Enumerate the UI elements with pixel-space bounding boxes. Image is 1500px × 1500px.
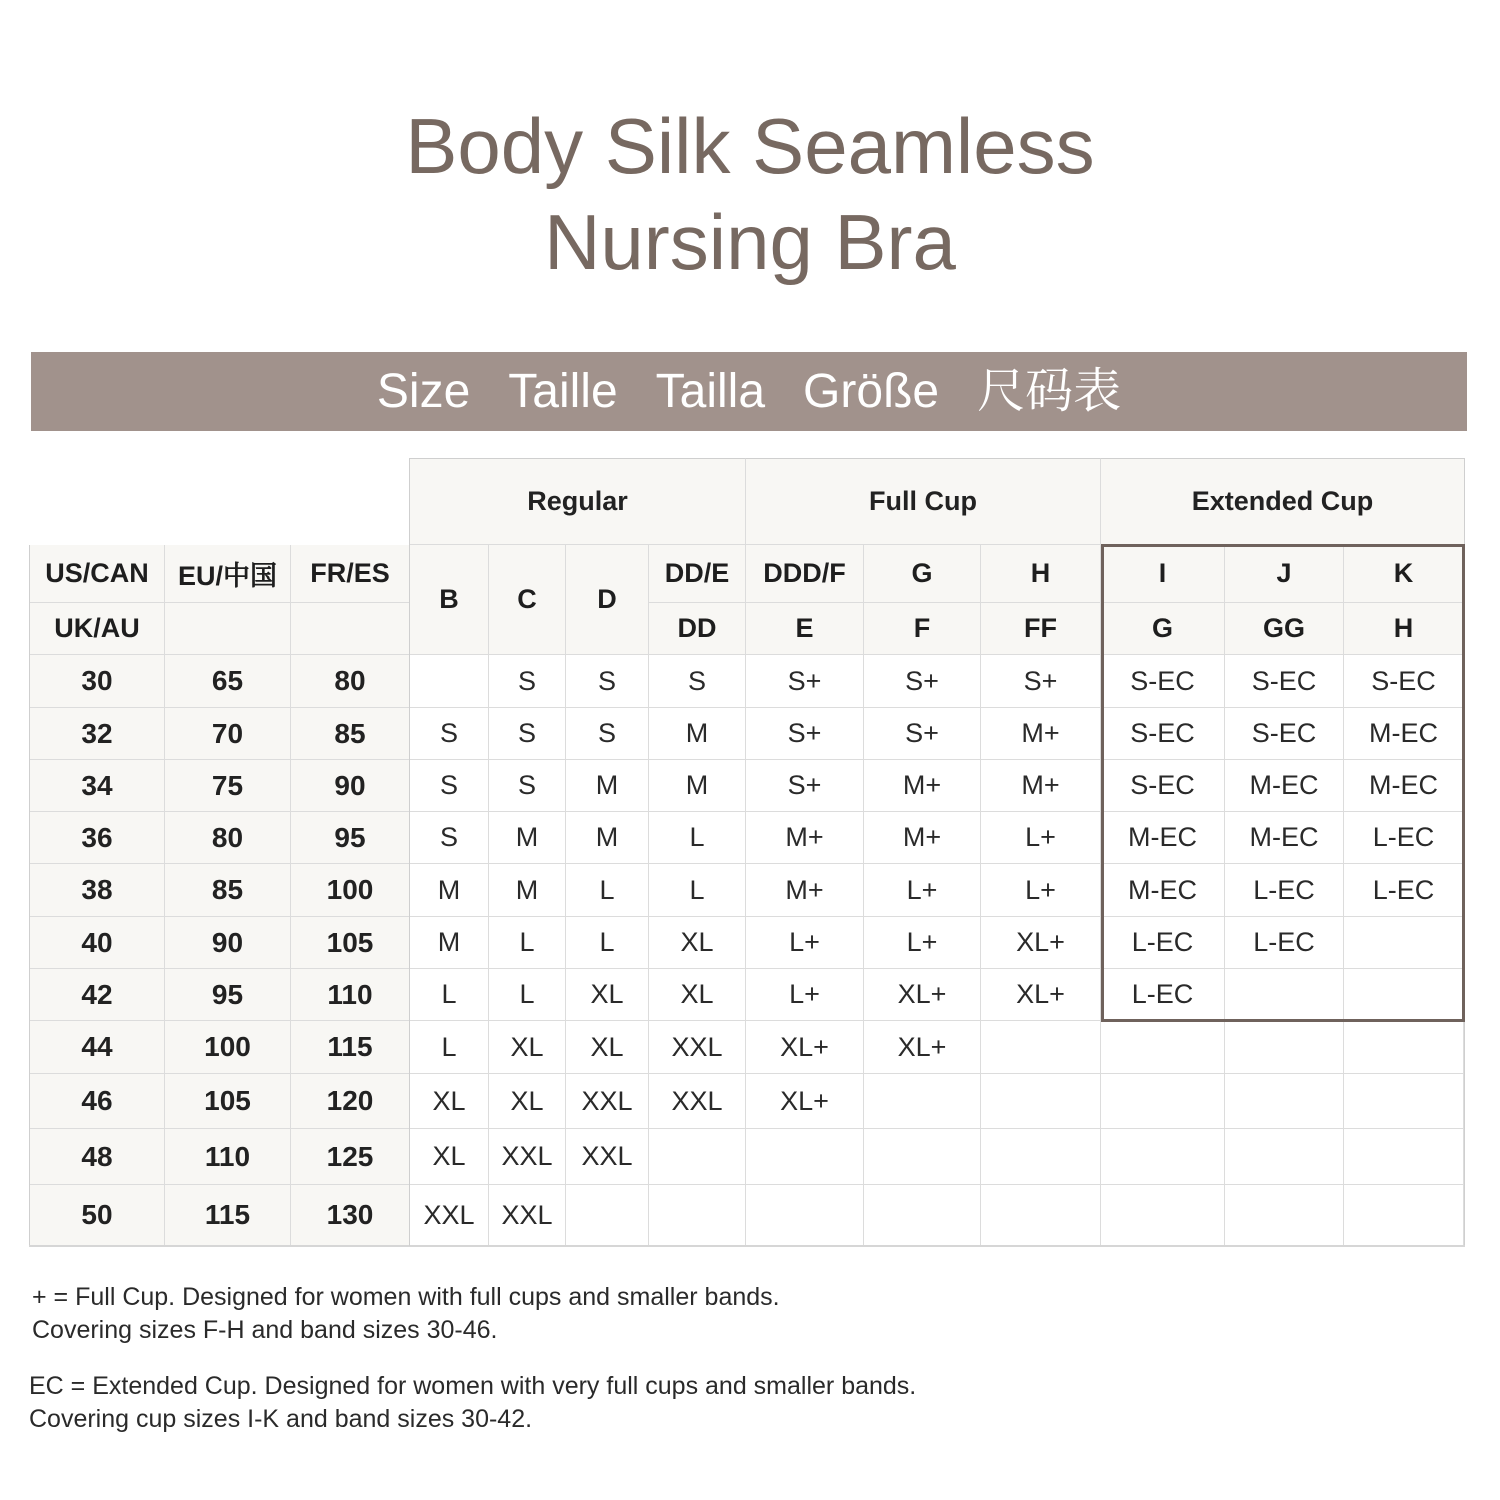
size-cell — [1225, 1074, 1344, 1129]
size-cell: M+ — [981, 760, 1101, 812]
size-cell — [1101, 1185, 1225, 1246]
size-cell — [1101, 1074, 1225, 1129]
size-cell: M+ — [746, 812, 864, 864]
cup-header-0: B — [410, 545, 489, 655]
size-cell: S — [410, 760, 489, 812]
size-cell — [1344, 917, 1464, 969]
size-cell: S — [566, 708, 649, 760]
size-cell: L — [410, 1021, 489, 1074]
band-fr-4: 100 — [291, 864, 410, 917]
cup-header-uk-6: FF — [981, 603, 1101, 655]
size-cell: M-EC — [1101, 864, 1225, 917]
size-cell: L-EC — [1344, 812, 1464, 864]
size-cell: M-EC — [1344, 760, 1464, 812]
size-cell: L+ — [746, 917, 864, 969]
cup-header-uk-4: E — [746, 603, 864, 655]
size-cell: L+ — [981, 812, 1101, 864]
cup-header-1: C — [489, 545, 566, 655]
size-cell: S+ — [864, 708, 981, 760]
size-cell: XL — [566, 969, 649, 1021]
size-cell: S-EC — [1225, 708, 1344, 760]
size-cell: M — [649, 760, 746, 812]
page-title-line-2: Nursing Bra — [544, 198, 956, 286]
band-eu-1: 70 — [165, 708, 291, 760]
band-eu-9: 110 — [165, 1129, 291, 1185]
banner-label-zh: 尺码表 — [977, 365, 1122, 418]
size-cell: M — [489, 812, 566, 864]
size-cell — [1344, 969, 1464, 1021]
cup-header-us-6: H — [981, 545, 1101, 603]
size-cell: XL — [566, 1021, 649, 1074]
extended-cup-note-line-2: Covering cup sizes I-K and band sizes 30-42. — [29, 1405, 533, 1433]
size-cell — [981, 1185, 1101, 1246]
size-cell: S+ — [746, 655, 864, 708]
size-cell — [1225, 1185, 1344, 1246]
size-cell: L+ — [864, 917, 981, 969]
size-cell: L — [649, 812, 746, 864]
size-cell: L-EC — [1225, 864, 1344, 917]
size-cell: M — [649, 708, 746, 760]
band-eu-4: 85 — [165, 864, 291, 917]
banner-label-fr: Taille — [508, 365, 618, 418]
extended-cup-note-line-1: EC = Extended Cup. Designed for women with very full cups and smaller bands. — [29, 1372, 917, 1400]
size-cell: M+ — [746, 864, 864, 917]
size-cell: L — [649, 864, 746, 917]
size-cell: S — [489, 655, 566, 708]
cup-header-uk-7: G — [1101, 603, 1225, 655]
size-cell: XXL — [489, 1129, 566, 1185]
table-left-border — [29, 545, 30, 1246]
size-cell: XL+ — [864, 969, 981, 1021]
cup-header-us-5: G — [864, 545, 981, 603]
size-cell — [981, 1021, 1101, 1074]
size-cell: S+ — [746, 708, 864, 760]
size-cell — [1225, 969, 1344, 1021]
size-cell: S — [489, 760, 566, 812]
size-cell: XXL — [489, 1185, 566, 1246]
size-cell: L — [566, 917, 649, 969]
band-us-5: 40 — [30, 917, 165, 969]
size-cell — [1225, 1021, 1344, 1074]
size-cell: S-EC — [1101, 708, 1225, 760]
size-cell: XL — [410, 1129, 489, 1185]
band-us-2: 34 — [30, 760, 165, 812]
size-cell — [649, 1185, 746, 1246]
cup-header-uk-9: H — [1344, 603, 1464, 655]
band-fr-1: 85 — [291, 708, 410, 760]
size-cell: M+ — [864, 812, 981, 864]
size-cell: M — [410, 917, 489, 969]
band-us-1: 32 — [30, 708, 165, 760]
size-cell: XL — [489, 1021, 566, 1074]
size-cell — [864, 1074, 981, 1129]
size-cell — [1344, 1021, 1464, 1074]
band-us-8: 46 — [30, 1074, 165, 1129]
size-cell: XL+ — [746, 1074, 864, 1129]
band-eu-5: 90 — [165, 917, 291, 969]
size-cell — [1225, 1129, 1344, 1185]
size-cell: S+ — [981, 655, 1101, 708]
size-cell: S — [566, 655, 649, 708]
size-cell: M-EC — [1344, 708, 1464, 760]
band-eu-8: 105 — [165, 1074, 291, 1129]
size-cell: S-EC — [1344, 655, 1464, 708]
cup-header-uk-5: F — [864, 603, 981, 655]
size-cell: L-EC — [1344, 864, 1464, 917]
size-cell: L+ — [981, 864, 1101, 917]
band-eu-6: 95 — [165, 969, 291, 1021]
band-fr-8: 120 — [291, 1074, 410, 1129]
size-cell: M+ — [981, 708, 1101, 760]
size-cell: S — [410, 708, 489, 760]
cup-header-us-9: K — [1344, 545, 1464, 603]
band-fr-3: 95 — [291, 812, 410, 864]
size-cell: XL — [410, 1074, 489, 1129]
band-fr-7: 115 — [291, 1021, 410, 1074]
header-fr-es: FR/ES — [291, 545, 410, 603]
size-cell: S+ — [746, 760, 864, 812]
size-cell: XXL — [649, 1021, 746, 1074]
header-fr-es-blank — [291, 603, 410, 655]
size-cell: XL — [489, 1074, 566, 1129]
band-us-7: 44 — [30, 1021, 165, 1074]
size-cell: L — [489, 969, 566, 1021]
size-cell: M — [489, 864, 566, 917]
size-cell — [1101, 1021, 1225, 1074]
header-uk-au: UK/AU — [30, 603, 165, 655]
size-cell: S — [489, 708, 566, 760]
cup-header-us-4: DDD/F — [746, 545, 864, 603]
cup-header-2: D — [566, 545, 649, 655]
size-cell: XXL — [649, 1074, 746, 1129]
size-cell: M+ — [864, 760, 981, 812]
size-cell: XXL — [566, 1129, 649, 1185]
size-cell: S — [649, 655, 746, 708]
size-cell — [1344, 1074, 1464, 1129]
group-header-extended-cup: Extended Cup — [1101, 458, 1465, 545]
size-cell: M — [566, 812, 649, 864]
cup-header-uk-8: GG — [1225, 603, 1344, 655]
banner-label-de: Größe — [803, 365, 940, 418]
cup-header-uk-3: DD — [649, 603, 746, 655]
size-cell: XXL — [410, 1185, 489, 1246]
size-cell: M-EC — [1225, 812, 1344, 864]
full-cup-note-line-1: + = Full Cup. Designed for women with full cups and smaller bands. — [32, 1283, 780, 1311]
size-cell — [981, 1074, 1101, 1129]
size-cell: S+ — [864, 655, 981, 708]
size-cell: L+ — [864, 864, 981, 917]
size-cell: L-EC — [1101, 917, 1225, 969]
size-cell: S-EC — [1101, 655, 1225, 708]
header-eu-cn: EU/中国 — [165, 545, 291, 603]
size-cell: M-EC — [1101, 812, 1225, 864]
size-cell — [864, 1185, 981, 1246]
header-eu-cn-blank — [165, 603, 291, 655]
size-cell: L-EC — [1101, 969, 1225, 1021]
size-cell — [864, 1129, 981, 1185]
band-fr-5: 105 — [291, 917, 410, 969]
band-fr-10: 130 — [291, 1185, 410, 1246]
band-eu-0: 65 — [165, 655, 291, 708]
full-cup-note-line-2: Covering sizes F-H and band sizes 30-46. — [32, 1316, 498, 1344]
banner-label-es: Tailla — [655, 365, 766, 418]
size-banner — [31, 352, 1467, 431]
cup-header-us-8: J — [1225, 545, 1344, 603]
size-cell: S-EC — [1101, 760, 1225, 812]
size-cell — [981, 1129, 1101, 1185]
band-us-10: 50 — [30, 1185, 165, 1246]
size-cell — [1344, 1185, 1464, 1246]
size-cell: XL — [649, 917, 746, 969]
size-cell — [746, 1129, 864, 1185]
band-eu-2: 75 — [165, 760, 291, 812]
page-title-line-1: Body Silk Seamless — [405, 102, 1095, 190]
size-cell: XL+ — [981, 917, 1101, 969]
band-fr-0: 80 — [291, 655, 410, 708]
size-cell: L — [566, 864, 649, 917]
band-us-6: 42 — [30, 969, 165, 1021]
size-cell — [410, 655, 489, 708]
band-us-0: 30 — [30, 655, 165, 708]
size-cell: L — [489, 917, 566, 969]
size-cell — [746, 1185, 864, 1246]
size-cell — [566, 1185, 649, 1246]
band-us-9: 48 — [30, 1129, 165, 1185]
cup-header-us-7: I — [1101, 545, 1225, 603]
size-cell: L+ — [746, 969, 864, 1021]
size-cell: M — [566, 760, 649, 812]
size-cell — [649, 1129, 746, 1185]
banner-label-en: Size — [376, 365, 471, 418]
group-header-regular: Regular — [410, 458, 746, 545]
size-cell: L — [410, 969, 489, 1021]
size-cell — [1101, 1129, 1225, 1185]
size-cell: M — [410, 864, 489, 917]
group-left-border — [409, 458, 410, 1246]
size-cell: XL+ — [746, 1021, 864, 1074]
size-cell: S-EC — [1225, 655, 1344, 708]
band-us-3: 36 — [30, 812, 165, 864]
header-us-can: US/CAN — [30, 545, 165, 603]
size-cell: XL+ — [864, 1021, 981, 1074]
table-right-border — [1464, 458, 1465, 1246]
band-eu-7: 100 — [165, 1021, 291, 1074]
band-eu-10: 115 — [165, 1185, 291, 1246]
size-cell — [1344, 1129, 1464, 1185]
size-cell: L-EC — [1225, 917, 1344, 969]
band-fr-6: 110 — [291, 969, 410, 1021]
band-us-4: 38 — [30, 864, 165, 917]
size-cell: XL+ — [981, 969, 1101, 1021]
size-cell: XXL — [566, 1074, 649, 1129]
cup-header-us-3: DD/E — [649, 545, 746, 603]
size-cell: S — [410, 812, 489, 864]
band-fr-2: 90 — [291, 760, 410, 812]
size-cell: M-EC — [1225, 760, 1344, 812]
size-cell: XL — [649, 969, 746, 1021]
group-header-full-cup: Full Cup — [746, 458, 1101, 545]
band-eu-3: 80 — [165, 812, 291, 864]
band-fr-9: 125 — [291, 1129, 410, 1185]
table-bottom-border — [29, 1245, 1465, 1247]
